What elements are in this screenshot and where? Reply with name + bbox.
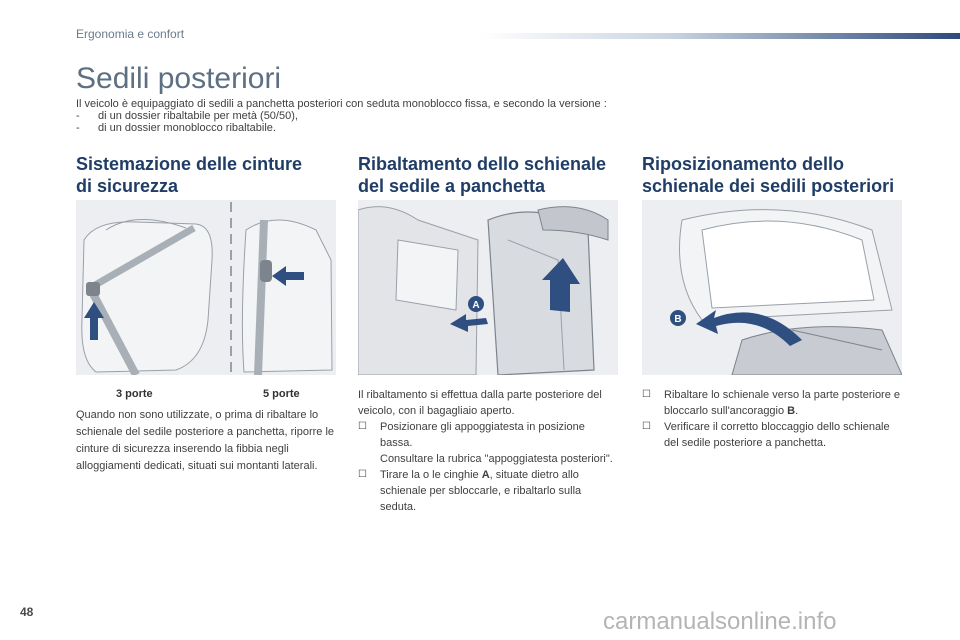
intro-item-text: di un dossier ribaltabile per metà (50/50), [98, 110, 298, 122]
seatbelt-paragraph: Quando non sono utilizzate, o prima di ribaltare lo schienale del sedile posteriore a panchetta, riporre le cinture di sicurezza inserendo la fibbia negli alloggiamenti dedicati, situati sui montanti laterali. [76, 409, 335, 472]
illustration-seatbelts [76, 200, 336, 375]
intro-dash: - [76, 122, 80, 134]
caption-5-doors: 5 porte [263, 388, 300, 400]
header-accent-bar [480, 33, 960, 39]
reposition-bullet [642, 419, 904, 451]
heading-reposition-backrest: Riposizionamento dello schienale dei sedili posteriori [642, 154, 895, 196]
intro-dash: - [76, 110, 80, 122]
heading-seatbelt: Sistemazione delle cinture di sicurezza [76, 154, 303, 196]
caption-3-doors: 3 porte [116, 388, 153, 400]
fold-bullet-text: Tirare la o le cinghie A, situate dietro allo schienale per sbloccarle, e ribaltarlo sulla seduta. [380, 469, 582, 513]
reposition-bullet-text: Ribaltare lo schienale verso la parte posteriore e bloccarlo sull'ancoraggio B. [664, 389, 901, 417]
page-number: 48 [20, 605, 34, 619]
bullet-marker: ☐ [642, 389, 651, 400]
bullet-marker: ☐ [358, 421, 367, 432]
reposition-bullet [642, 387, 904, 419]
intro-text [76, 98, 636, 134]
intro-item [76, 122, 636, 134]
page-title: Sedili posteriori [76, 62, 282, 95]
illustration-reposition-backrest [642, 200, 902, 375]
callout-b: B [674, 314, 682, 325]
bullet-marker: ☐ [642, 421, 651, 432]
intro-item [76, 110, 636, 122]
fold-bullet-sub: Consultare la rubrica "appoggiatesta posteriori". [380, 453, 613, 465]
reposition-paragraph [642, 387, 904, 451]
watermark: carmanualsonline.info [603, 608, 837, 635]
intro-item-text: di un dossier monoblocco ribaltabile. [98, 122, 276, 134]
bullet-marker: ☐ [358, 469, 367, 480]
fold-bullet-text: Posizionare gli appoggiatesta in posizione bassa. [380, 421, 585, 449]
intro-paragraph: Il veicolo è equipaggiato di sedili a panchetta posteriori con seduta monoblocco fissa, e secondo la versione : [76, 98, 607, 110]
fold-bullet [358, 467, 620, 515]
callout-a: A [472, 300, 480, 311]
fold-bullet [358, 419, 620, 467]
reposition-bullet-text: Verificare il corretto bloccaggio dello schienale del sedile posteriore a panchetta. [664, 421, 890, 449]
illustration-fold-backrest [358, 200, 618, 375]
heading-fold-backrest: Ribaltamento dello schienale del sedile a panchetta [358, 154, 607, 196]
fold-intro: Il ribaltamento si effettua dalla parte posteriore del veicolo, con il bagagliaio aperto. [358, 389, 602, 417]
fold-paragraph [358, 387, 620, 515]
section-label: Ergonomia e confort [76, 27, 185, 41]
